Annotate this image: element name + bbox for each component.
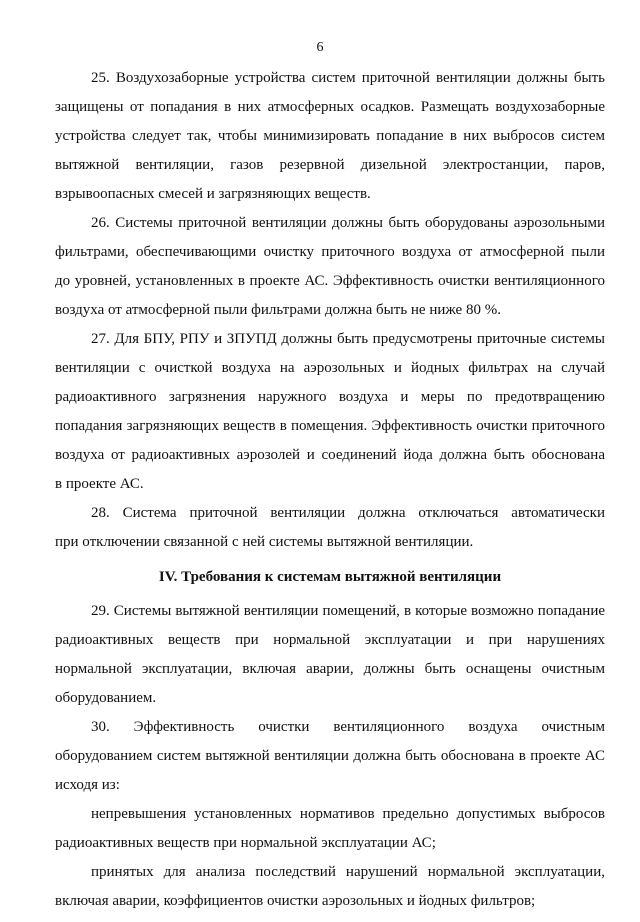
text-line: воздуха от радиоактивных аэрозолей и соединений йода должна быть обоснована	[55, 447, 605, 463]
text-line: 27. Для БПУ, РПУ и ЗПУПД должны быть предусмотрены приточные системы	[91, 331, 605, 347]
text-line: защищены от попадания в них атмосферных осадков. Размещать воздухозаборные	[55, 99, 605, 115]
paragraph-29	[55, 597, 605, 713]
text-line: вентиляции с очисткой воздуха на аэрозольных и йодных фильтрах на случай	[55, 360, 605, 376]
text-line: исходя из:	[55, 777, 120, 793]
text-line: радиоактивных веществ при нормальной эксплуатации АС;	[55, 835, 436, 851]
section-heading: IV. Требования к системам вытяжной вентиляции	[158, 569, 502, 585]
text-line: нормальной эксплуатации, включая аварии, должны быть оснащены очистным	[55, 661, 605, 677]
text-line: 30. Эффективность очистки вентиляционного воздуха очистным	[91, 719, 605, 735]
text-line: принятых для анализа последствий нарушений нормальной эксплуатации,	[91, 864, 605, 880]
text-line: вытяжной вентиляции, газов резервной дизельной электростанции, паров,	[55, 157, 605, 173]
paragraph-26	[55, 209, 605, 325]
text-line: радиоактивных веществ при нормальной эксплуатации и при нарушениях	[55, 632, 605, 648]
page-number: 6	[316, 40, 324, 55]
text-line: попадания загрязняющих веществ в помещения. Эффективность очистки приточного	[55, 418, 605, 434]
document-body	[55, 64, 605, 916]
text-line: устройства следует так, чтобы минимизировать попадание в них выбросов систем	[55, 128, 605, 144]
text-line: взрывоопасных смесей и загрязняющих веществ.	[55, 186, 371, 202]
text-line: 28. Система приточной вентиляции должна отключаться автоматически	[91, 505, 605, 521]
text-line: воздуха от атмосферной пыли фильтрами должна быть не ниже 80 %.	[55, 302, 501, 318]
text-line: 25. Воздухозаборные устройства систем приточной вентиляции должны быть	[91, 70, 605, 86]
text-line: 26. Системы приточной вентиляции должны быть оборудованы аэрозольными	[91, 215, 605, 231]
text-line: оборудованием систем вытяжной вентиляции должна быть обоснована в проекте АС	[55, 748, 605, 764]
list-item	[55, 858, 605, 916]
paragraph-30	[55, 713, 605, 800]
paragraph-28	[55, 499, 605, 557]
list-item	[55, 800, 605, 858]
text-line: непревышения установленных нормативов предельно допустимых выбросов	[91, 806, 605, 822]
paragraph-27	[55, 325, 605, 499]
text-line: 29. Системы вытяжной вентиляции помещений, в которые возможно попадание	[91, 603, 605, 619]
text-line: при отключении связанной с ней системы вытяжной вентиляции.	[55, 534, 474, 550]
text-line: до уровней, установленных в проекте АС. Эффективность очистки вентиляционного	[55, 273, 605, 289]
text-line: в проекте АС.	[55, 476, 144, 492]
text-line: оборудованием.	[55, 690, 157, 706]
text-line: радиоактивного загрязнения наружного воздуха и меры по предотвращению	[55, 389, 605, 405]
text-line: фильтрами, обеспечивающими очистку приточного воздуха от атмосферной пыли	[55, 244, 605, 260]
paragraph-25	[55, 64, 605, 209]
text-line: включая аварии, коэффициентов очистки аэрозольных и йодных фильтров;	[55, 893, 536, 909]
